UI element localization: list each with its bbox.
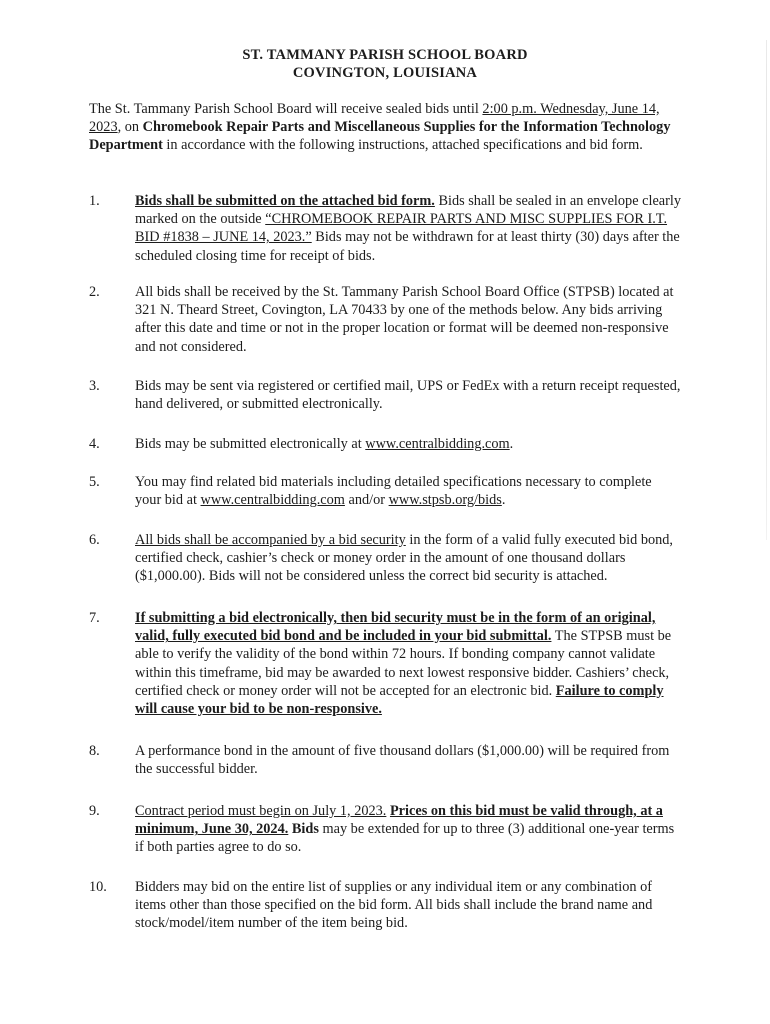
document-header <box>0 46 770 82</box>
bid-deadline: 2:00 p.m. Wednesday, June 14, 2023 <box>89 101 660 136</box>
bid-subject: Chromebook Repair Parts and Miscellaneous Supplies for the Information Technology Department <box>89 119 671 154</box>
item-text: If submitting a bid electronically, then bid security must be in the form of an original, valid, fully executed bid bond and be included in your bid submittal. The STPSB must be able to verify the validity of the bond within 72 hours. If bonding company cannot validate within this timeframe, bid may be awarded to next lowest responsive bidder. Cashiers’ check, certified check or money order will not be accepted for an electronic bid. Failure to comply will cause your bid to be non-responsive. <box>135 610 672 718</box>
item-number: 9. <box>89 803 100 819</box>
centralbidding-link[interactable]: www.centralbidding.com <box>365 436 510 452</box>
item-number: 7. <box>89 610 100 626</box>
item-number: 1. <box>89 193 100 209</box>
item-text: Bids may be submitted electronically at www.centralbidding.com. <box>135 436 514 452</box>
item-number: 10. <box>89 879 107 895</box>
header-location: COVINGTON, LOUISIANA <box>292 65 478 81</box>
intro-paragraph: The St. Tammany Parish School Board will receive sealed bids until 2:00 p.m. Wednesday, June 14, 2023, on Chromebook Repair Parts and Miscellaneous Supplies for the Information Technology Department in accordance with the following instructions, attached specifications and bid form. <box>89 101 671 154</box>
item-text: Bidders may bid on the entire list of supplies or any individual item or any combination of items other than those specified on the bid form. All bids shall include the brand name and stock/model/item number of the item being bid. <box>135 879 653 932</box>
header-organization: ST. TAMMANY PARISH SCHOOL BOARD <box>242 47 528 63</box>
centralbidding-link[interactable]: www.centralbidding.com <box>200 492 345 509</box>
item-number: 4. <box>89 436 100 452</box>
item-number: 8. <box>89 743 100 759</box>
stpsb-bids-link[interactable]: www.stpsb.org/bids <box>388 492 502 509</box>
item-number: 6. <box>89 532 100 548</box>
item-text: You may find related bid materials including detailed specifications necessary to complete your bid at www.centralbidding.com and/or www.stpsb.org/bids. <box>135 474 652 509</box>
item-text: Bids may be sent via registered or certified mail, UPS or FedEx with a return receipt requested, hand delivered, or submitted electronically. <box>135 378 681 413</box>
item-number: 5. <box>89 474 100 490</box>
scan-edge-shadow <box>766 40 767 540</box>
envelope-marking: “CHROMEBOOK REPAIR PARTS AND MISC SUPPLIES FOR I.T. BID #1838 – JUNE 14, 2023.” <box>135 211 668 246</box>
item-number: 3. <box>89 378 100 394</box>
item-text: Bids shall be submitted on the attached bid form. Bids shall be sealed in an envelope clearly marked on the outside “CHROMEBOOK REPAIR PARTS AND MISC SUPPLIES FOR I.T. BID #1838 – JUNE 14, 2023.” Bids may not be withdrawn for at least thirty (30) days after the scheduled closing time for receipt of bids. <box>135 193 682 264</box>
noncompliance-warning: Failure to comply will cause your bid to be non-responsive. <box>135 682 664 718</box>
item-text: All bids shall be accompanied by a bid security in the form of a valid fully executed bid bond, certified check, cashier’s check or money order in the amount of one thousand dollars ($1,000.00). Bids will not be considered unless the correct bid security is attached. <box>135 532 673 585</box>
item-text: A performance bond in the amount of five thousand dollars ($1,000.00) will be required from the successful bidder. <box>135 743 670 778</box>
item-number: 2. <box>89 284 100 300</box>
item-text: Contract period must begin on July 1, 2023. Prices on this bid must be valid through, at a minimum, June 30, 2024. Bids may be extended for up to three (3) additional one-year terms if both parties agree to do so. <box>135 803 675 856</box>
item-text: All bids shall be received by the St. Tammany Parish School Board Office (STPSB) located at 321 N. Theard Street, Covington, LA 70433 by one of the methods below. Any bids arriving after this date and time or not in the proper location or format will be deemed non-responsive and not considered. <box>135 284 674 355</box>
